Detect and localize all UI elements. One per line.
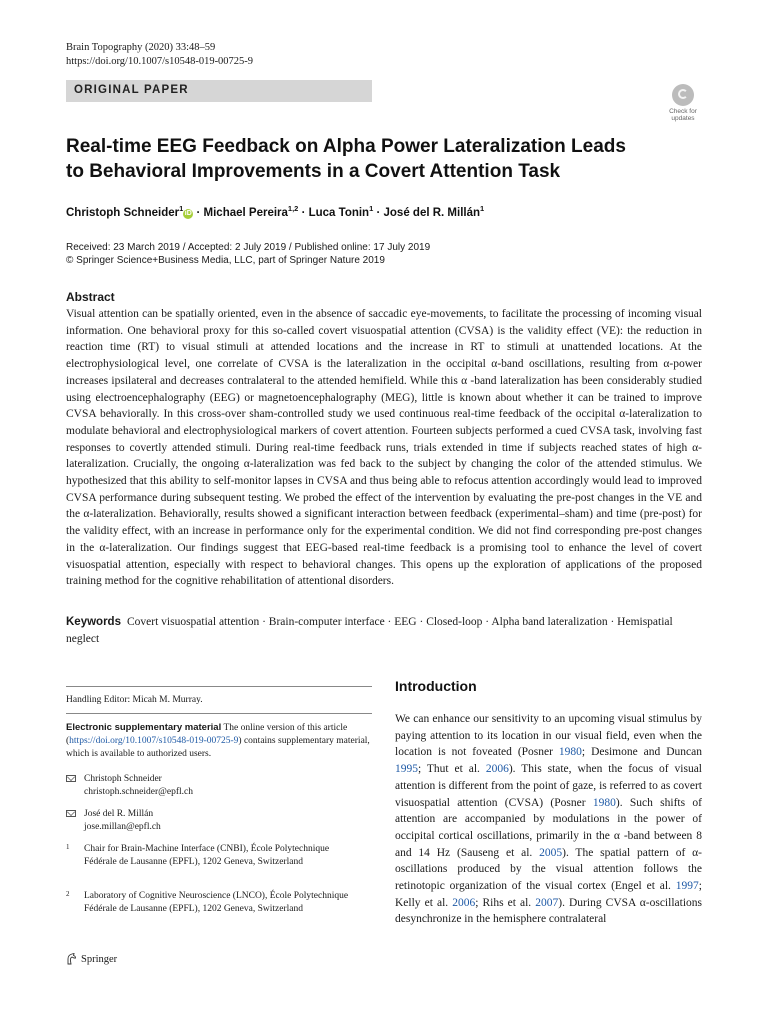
contact-name: José del R. Millán xyxy=(84,809,154,819)
intro-text-segment: ). During CVSA α-oscillations desynchronize in the hemisphere contralateral xyxy=(395,896,702,926)
introduction-text xyxy=(395,711,702,928)
mail-icon xyxy=(66,810,76,817)
author-affil-sup: 1 xyxy=(480,204,485,213)
author-separator: · xyxy=(301,206,306,219)
intro-text-segment: ; Thut et al. xyxy=(418,763,486,776)
handling-editor-note: Handling Editor: Micah M. Murray. xyxy=(66,695,203,705)
publisher-name: Springer xyxy=(81,953,118,965)
copyright-notice: © Springer Science+Business Media, LLC, part of Springer Nature 2019 xyxy=(66,255,385,266)
affiliation-text: Laboratory of Cognitive Neuroscience (LNCO), École Polytechnique Fédérale de Lausanne (EPFL), 1202 Geneva, Switzerland xyxy=(84,891,349,914)
citation-link[interactable]: 1995 xyxy=(395,763,418,776)
citation-link[interactable]: 2006 xyxy=(452,896,476,909)
keywords-text: Covert visuospatial attention · Brain-computer interface · EEG · Closed-loop · Alpha band lateralization · Hemispatial neglect xyxy=(66,616,673,645)
affiliation-number: 2 xyxy=(66,890,70,898)
journal-citation: Brain Topography (2020) 33:48–59 xyxy=(66,42,216,53)
contact-email[interactable]: jose.millan@epfl.ch xyxy=(84,822,161,832)
affiliation-entry xyxy=(66,843,372,883)
citation-link[interactable]: 1980 xyxy=(558,746,582,759)
orcid-icon[interactable]: iD xyxy=(184,209,192,217)
contact-entry xyxy=(66,773,372,801)
esm-text: The online version of this article ( xyxy=(66,723,348,746)
publication-dates: Received: 23 March 2019 / Accepted: 2 July 2019 / Published online: 17 July 2019 xyxy=(66,242,431,253)
esm-heading: Electronic supplementary material xyxy=(66,722,222,733)
citation-link[interactable]: 2006 xyxy=(485,763,509,776)
affiliation-entry xyxy=(66,890,372,930)
contact-name: Christoph Schneider xyxy=(84,774,162,784)
intro-text-segment: We can enhance our sensitivity to an upcoming visual stimulus by paying attention to its location in our visual field, even when the location is not foveated (Posner xyxy=(395,713,702,759)
author-affil-sup: 1,2 xyxy=(287,204,299,213)
affiliation-text: Chair for Brain-Machine Interface (CNBI), École Polytechnique Fédérale de Lausanne (EPFL), 1202 Geneva, Switzerland xyxy=(84,844,330,867)
paper-type-label: ORIGINAL PAPER xyxy=(74,84,189,96)
author-name[interactable]: Christoph Schneider xyxy=(66,206,180,219)
author-separator: · xyxy=(376,206,381,219)
citation-link[interactable]: 1997 xyxy=(675,880,699,893)
author-name[interactable]: Michael Pereira xyxy=(203,206,288,219)
abstract-heading: Abstract xyxy=(66,290,115,304)
intro-text-segment: ; Rihs et al. xyxy=(475,896,536,909)
mail-icon xyxy=(66,775,76,782)
author-affil-sup: 1 xyxy=(179,204,184,213)
citation-link[interactable]: 1980 xyxy=(592,796,616,809)
paper-title: Real-time EEG Feedback on Alpha Power Lateralization Leads to Behavioral Improvements in a Covert Attention Task xyxy=(66,136,626,182)
springer-horse-icon xyxy=(66,953,77,965)
abstract-text: Visual attention can be spatially oriented, even in the absence of saccadic eye-movements, to facilitate the processing of incoming visual information. One behavioral proxy for this so-called covert visuospatial attention (CVSA) is the validity effect (VE): the reduction in reaction time (RT) to visual stimuli at attended locations and the increase in RT to stimuli at unattended locations. At the electrophysiological level, one correlate of CVSA is the lateralization in the occipital α-band oscillations, resulting from α-power increases ipsilateral and decreases contralateral to the attended hemifield. While this α -band lateralization has been considerably studied using electroencephalography (EEG) or magnetoencephalography (MEG), little is known about whether it can be trained to improve CVSA behaviorally. In this cross-over sham-controlled study we used continuous real-time feedback of the occipital α-lateralization to modulate behavioral and electrophysiological markers of covert attention. Fourteen subjects performed a cued CVSA task, involving fast responses to covertly attended stimuli. During real-time feedback runs, trials extended in time if subjects reached states of high α-lateralization. Crucially, the ongoing α-lateralization was fed back to the subject by changing the color of the attended stimulus. We hypothesized that this ability to self-monitor lapses in CVSA and thus being able to refocus attention accordingly would lead to improved CVSA performance during subsequent testing. We probed the effect of the intervention by evaluating the pre-post changes in the VE and the α-lateralization. Behaviorally, results showed a significant interaction between feedback (experimental–sham) and time (pre-post) for the validity effect, with an increase in performance only for the experimental condition. We did not find corresponding pre-post changes in the α-lateralization. Our findings suggest that EEG-based real-time feedback is a promising tool to enhance the level of covert visuospatial attention, especially with respect to behavioral changes. This opens up the exploration of applications of the proposed training method for the cognitive rehabilitation of attentional disorders. xyxy=(66,308,702,588)
citation-link[interactable]: 2005 xyxy=(539,846,563,859)
intro-text-segment: ). Such shifts of attention are accompanied by modulations in the power of occipital cortical oscillations, primarily in the α -band between 8 and 14 Hz (Sauseng et al. xyxy=(395,796,702,859)
intro-text-segment: ; Kelly et al. xyxy=(395,880,702,909)
doi-link[interactable]: https://doi.org/10.1007/s10548-019-00725-9 xyxy=(66,56,254,67)
supplementary-material-note xyxy=(66,721,372,761)
author-name[interactable]: José del R. Millán xyxy=(383,206,481,219)
introduction-heading: Introduction xyxy=(395,678,477,694)
author-name[interactable]: Luca Tonin xyxy=(308,206,370,219)
check-for-updates-badge[interactable] xyxy=(664,84,702,124)
check-for-updates-label: Check for updates xyxy=(669,108,697,122)
footnote-divider xyxy=(66,686,372,687)
contact-email[interactable]: christoph.schneider@epfl.ch xyxy=(84,787,193,797)
update-icon xyxy=(672,84,694,106)
citation-link[interactable]: 2007 xyxy=(535,896,559,909)
intro-text-segment: ; Desimone and Duncan xyxy=(581,746,702,759)
affiliation-number: 1 xyxy=(66,843,70,851)
esm-doi-link[interactable]: https://doi.org/10.1007/s10548-019-00725-9 xyxy=(69,736,239,746)
contact-entry xyxy=(66,808,372,836)
intro-text-segment: ). This state, when the focus of visual attention is different from the point of gaze, is referred to as covert visuospatial attention (CVSA) (Posner xyxy=(395,763,702,809)
intro-text-segment: ). The spatial pattern of α-oscillations produced by the visual attention follows the retinotopic organization of the visual cortex (Engel et al. xyxy=(395,846,702,893)
publisher-footer xyxy=(66,953,117,965)
keywords-block xyxy=(66,614,702,647)
author-separator: · xyxy=(196,206,201,219)
author-affil-sup: 1 xyxy=(369,204,374,213)
author-list xyxy=(66,204,484,219)
keywords-heading: Keywords xyxy=(66,616,121,628)
esm-text: ) contains supplementary material, which is available to authorized users. xyxy=(66,736,370,759)
footnote-divider xyxy=(66,713,372,714)
